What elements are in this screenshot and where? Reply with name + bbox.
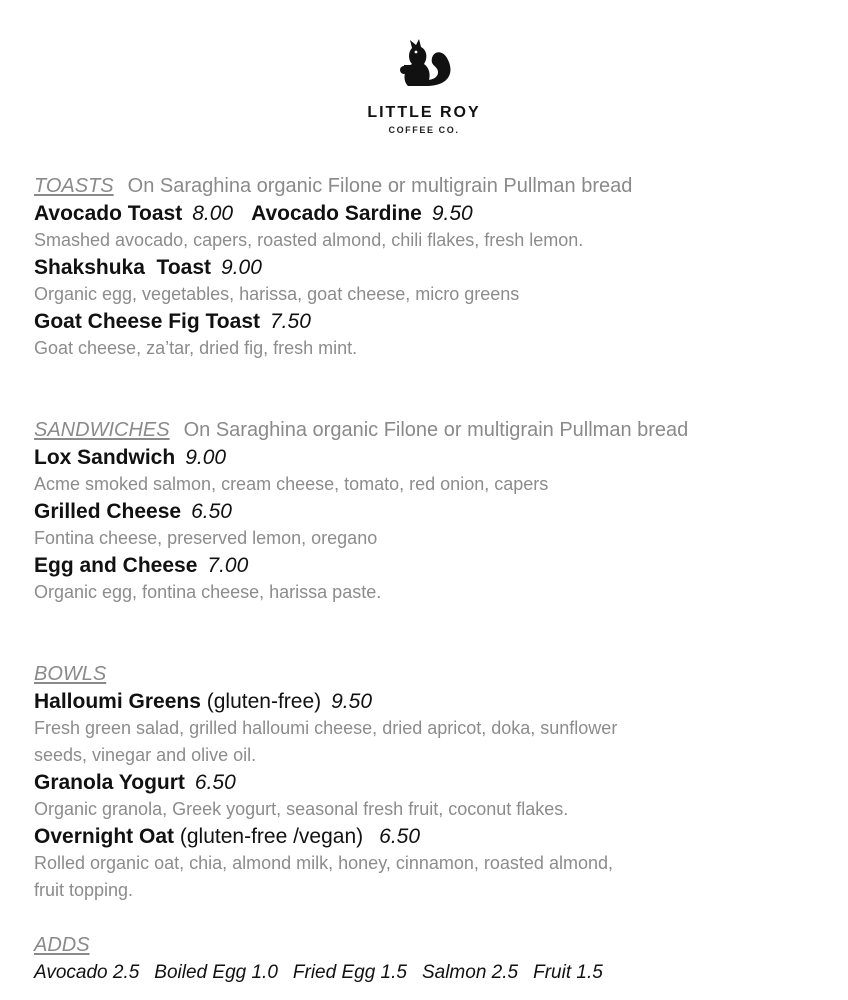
section-title: TOASTS [34,175,114,197]
add-item: Avocado 2.5 [34,962,140,983]
item-price: 7.50 [270,310,311,333]
item-name: Granola Yogurt [34,771,185,794]
item-name: Halloumi Greens [34,690,201,713]
add-item: Fruit 1.5 [533,962,603,983]
item-description: Fresh green salad, grilled halloumi cheese, dried apricot, doka, sunflower [34,718,618,738]
item-name: Avocado Toast [34,202,183,225]
section-header [34,931,824,959]
menu-item [34,688,824,715]
item-dietary-note: (gluten-free /vegan) [179,825,364,848]
section-toasts [34,172,824,362]
item-price: 9.00 [185,446,227,469]
item-name: Grilled Cheese [34,500,182,523]
item-dietary-note: (gluten-free) [206,690,322,713]
item-name: Lox Sandwich [34,446,176,469]
section-header [34,660,824,688]
menu-item [34,498,824,525]
item-price: 6.50 [191,500,232,523]
item-name: Overnight Oat [34,825,175,848]
menu-item [34,444,824,471]
item-price: 7.00 [207,554,249,577]
brand-name: LITTLE ROY [367,104,481,121]
menu-item [34,200,824,227]
item-price: 6.50 [194,771,236,794]
item-description: Acme smoked salmon, cream cheese, tomato, red onion, capers [34,474,549,494]
item-price: 6.50 [379,825,421,848]
section-header [34,416,824,444]
item-description: Organic egg, fontina cheese, harissa paste. [34,582,382,602]
item-name: Shakshuka Toast [34,256,212,279]
add-item: Boiled Egg 1.0 [154,962,278,983]
section-title: BOWLS [34,663,107,685]
menu-item [34,769,824,796]
section-header [34,172,824,200]
item-description: Organic egg, vegetables, harissa, goat cheese, micro greens [34,284,520,304]
item-price: 9.50 [431,202,473,225]
item-description: Goat cheese, za’tar, dried fig, fresh mint. [34,338,358,358]
item-description: Fontina cheese, preserved lemon, oregano [34,528,378,548]
add-item: Fried Egg 1.5 [292,962,407,983]
section-title: ADDS [34,934,90,956]
menu-item [34,823,824,850]
item-price: 9.50 [331,690,372,713]
menu-item [34,308,824,335]
item-description: Smashed avocado, capers, roasted almond, chili flakes, fresh lemon. [34,230,584,250]
section-note: On Saraghina organic Filone or multigrain Pullman bread [127,175,633,197]
section-sandwiches [34,416,824,606]
item-name: Egg and Cheese [34,554,198,577]
item-price: 9.00 [221,256,262,279]
section-note: On Saraghina organic Filone or multigrain Pullman bread [183,419,689,441]
item-description: Organic granola, Greek yogurt, seasonal fresh fruit, coconut flakes. [34,799,569,819]
menu-item [34,254,824,281]
brand-subtitle: COFFEE CO. [388,125,460,135]
section-adds [34,931,824,986]
item-description: Rolled organic oat, chia, almond milk, honey, cinnamon, roasted almond, [34,853,613,873]
item-price: 8.00 [192,202,234,225]
item-description: fruit topping. [34,880,134,900]
menu-content [34,172,824,986]
section-bowls [34,660,824,904]
squirrel-icon [394,36,454,92]
item-name: Avocado Sardine [251,202,422,225]
menu-item [34,552,824,579]
add-item: Salmon 2.5 [421,962,519,983]
section-title: SANDWICHES [34,419,170,441]
brand-logo [0,36,848,135]
item-description: seeds, vinegar and olive oil. [34,745,257,765]
adds-list [34,959,824,986]
item-name: Goat Cheese Fig Toast [34,310,260,333]
